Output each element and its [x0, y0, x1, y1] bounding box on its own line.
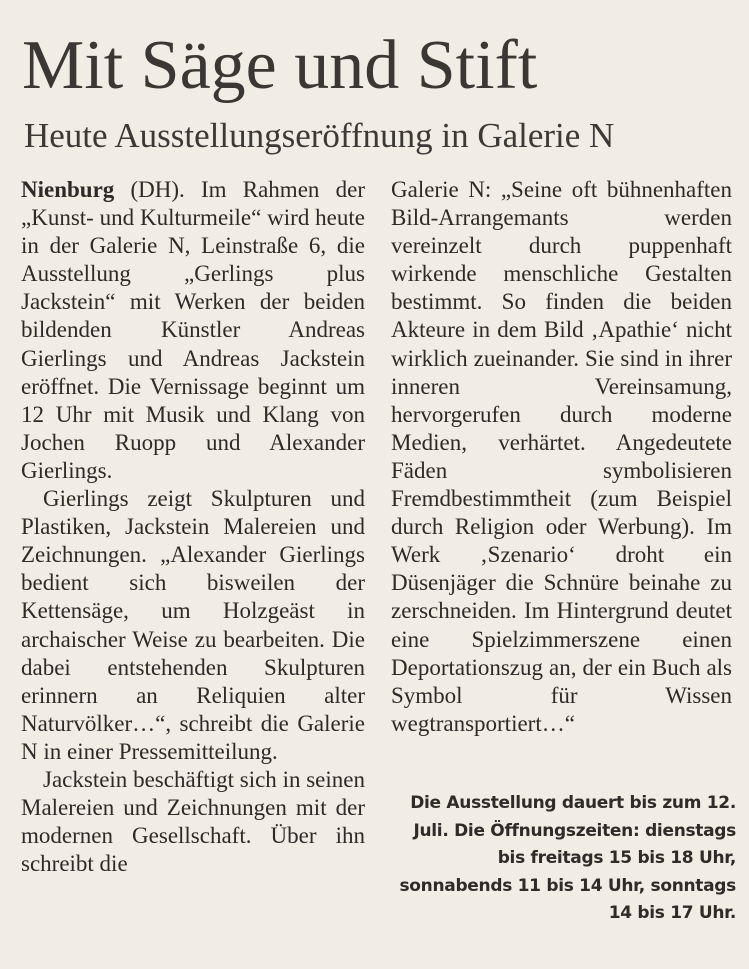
article-paragraph: [21, 176, 365, 485]
dateline-place: Nienburg: [21, 177, 115, 202]
paragraph-text: Im Rahmen der „Kunst- und Kulturmeile“ wird heute in der Galerie N, Leinstraße 6, die Ausstellung „Gerlings plus Jackstein“ mit Werken der beiden bildenden Künstler Andreas Gierlings und Andreas Jackstein eröffnet. Die Vernissage beginnt um 12 Uhr mit Musik und Klang von Jochen Ruopp und Alexander Gierlings.: [21, 177, 365, 483]
article-column-right: [391, 176, 732, 738]
subheadline: Heute Ausstellungseröffnung in Galerie N: [24, 116, 615, 155]
headline: Mit Säge und Stift: [22, 27, 538, 104]
article-paragraph: Gierlings zeigt Skulpturen und Plastiken, Jackstein Malereien und Zeichnungen. „Alexander Gierlings bedient sich bisweilen der Kettensäge, um Holzgeäst in archaischer Weise zu bearbeiten. Die dabei entstehenden Skulpturen erinnern an Reliquien alter Naturvölker…“, schreibt die Galerie N in einer Pressemitteilung.: [21, 486, 365, 764]
exhibition-info-box: Die Ausstellung dauert bis zum 12. Juli. Die Öffnungszeiten: dienstags bis freitags 15 bis 18 Uhr, sonnabends 11 bis 14 Uhr, sonntags 14 bis 17 Uhr.: [399, 793, 736, 923]
article-paragraph: Galerie N: „Seine oft bühnenhaften Bild-Arrangemants werden vereinzelt durch puppenhaft wirkende menschliche Gestalten bestimmt. So finden die beiden Akteure in dem Bild ‚Apathie‘ nicht wirklich zueinander. Sie sind in ihrer inneren Vereinsamung, hervorgerufen durch moderne Medien, verhärtet. Angedeutete Fäden symbolisieren Fremdbestimmtheit (zum Beispiel durch Religion oder Werbung). Im Werk ‚Szenario‘ droht ein Düsenjäger die Schnüre beinahe zu zerschneiden. Im Hintergrund deutet eine Spielzimmerszene einen Deportationszug an, der ein Buch als Symbol für Wissen wegtransportiert…“: [391, 177, 732, 736]
dateline-source: (DH).: [114, 177, 185, 202]
article-paragraph: Jackstein beschäftigt sich in seinen Malereien und Zeichnungen mit der modernen Gesellschaft. Über ihn schreibt die: [21, 766, 365, 877]
article-column-left: [21, 176, 365, 878]
